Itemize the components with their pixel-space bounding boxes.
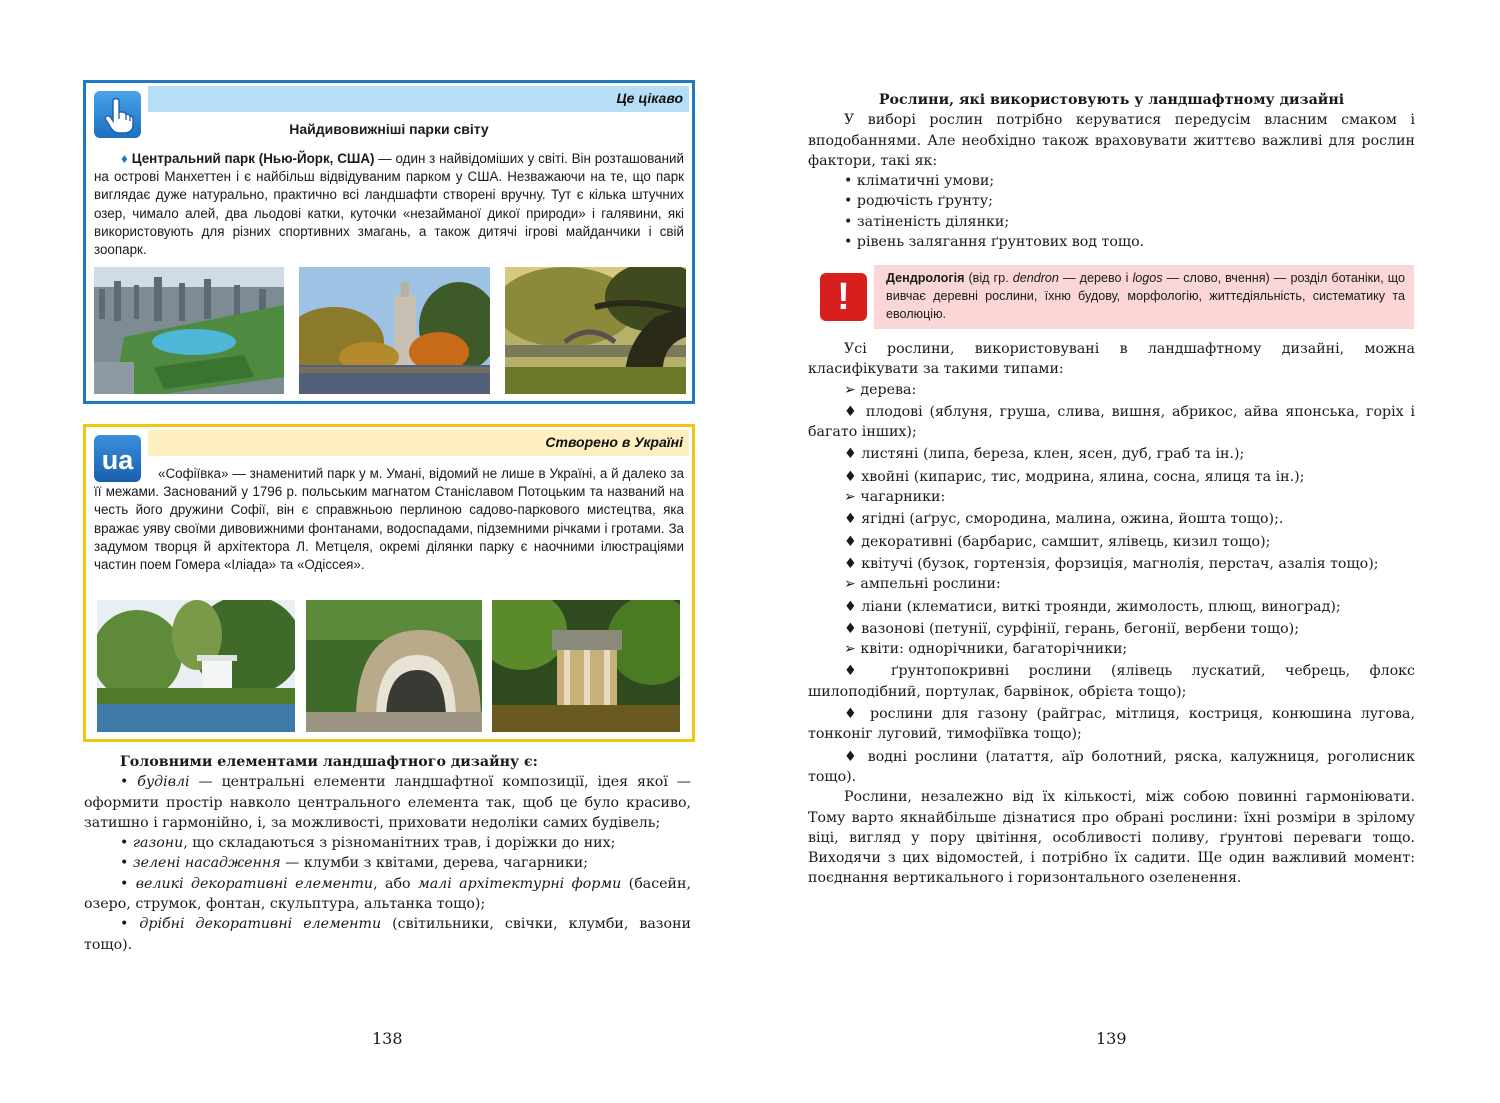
interesting-fact-box — [83, 80, 695, 404]
box-title: Найдивовижніші парки світу — [289, 121, 489, 137]
note-word: logos — [1132, 271, 1163, 285]
elements-section — [84, 752, 691, 955]
item-text: — центральні елементи ландшафтної композиції, ідея якої — оформити простір навколо центрального елемента так, щоб це було красиво, затишно і гармонійно, і, за можливості, приховати недоліки самих будівель; — [84, 774, 691, 831]
note-text: (від гр. — [964, 271, 1013, 285]
page-number: 138 — [372, 1029, 403, 1048]
note-text: — дерево і — [1058, 271, 1133, 285]
factor-item: • кліматичні умови; — [844, 173, 995, 190]
item-text: , що складаються з різноманітних трав, і доріжки до них; — [183, 835, 616, 852]
box-header: Створено в Україні — [148, 430, 689, 456]
item-term: будівлі — [137, 774, 190, 791]
plants-section — [808, 90, 1415, 252]
page-number: 139 — [1096, 1029, 1127, 1048]
type-item: ➢ квіти: однорічники, багаторічники; — [844, 641, 1128, 658]
central-park-body: — один з найвідоміших у світі. Він розташований на острові Манхеттен і є найбільш відвідуваним парком у США. Незважаючи на те, що парк виглядає дуже натурально, практично всі ландшафти створені вручну. Тут є кілька штучних озер, чимало алей, два льодові катки, куточки «незайманої дикої природи» і галявини, які використовують для різних спортивних змагань, а також дитячі ігрові майданчики і свій зоопарк. — [94, 151, 684, 258]
type-item: ➢ ампельні рослини: — [844, 576, 1001, 593]
exclamation-icon: ! — [820, 273, 867, 321]
closing-text: Рослини, незалежно від їх кількості, між собою повинні гармоніювати. Тому варто якнайбільше дізнатися про обрані рослини: їхні розміри в зрілому віці, вигляд у пору цвітіння, особливості поливу, ґрунтові переваги тощо. Виходячи з цих відомостей, і потрібно їх садити. Ще один важливий момент: поєднання вертикального і горизонтального озеленення. — [808, 789, 1415, 887]
type-item: ♦ вазонові (петунії, сурфінії, герань, бегонії, вербени тощо); — [844, 620, 1299, 637]
list-item: • газони, що складаються з різноманітних трав, і доріжки до них; — [120, 835, 616, 852]
sofiyivka-text: «Софіївка» — знаменитий парк у м. Умані, відомий не лише в Україні, а й далеко за її межами. Заснований у 1796 р. польським магнатом Станіславом Потоцьким та названий на честь його дружини Софії, він є справжньою перлиною садово-паркового мистецтва, яка вражає уяву своїми дивовижними фонтанами, водоспадами, підземними річками і гротами. За задумом творця й архітектора Л. Метцеля, окремі ділянки парку є наочними ілюстраціями частин поем Гомера «Іліада» та «Одіссея». — [94, 466, 684, 573]
sofiyivka-waterfall-photo — [492, 600, 680, 732]
type-item: ♦ ягідні (аґрус, смородина, малина, ожина, йошта тощо);. — [844, 511, 1284, 528]
list-item: • зелені насадження — клумби з квітами, дерева, чагарники; — [120, 855, 588, 872]
item-term: великі декоративні елементи — [135, 875, 374, 892]
note-word: dendron — [1012, 271, 1059, 285]
item-term: дрібні декоративні елементи — [139, 916, 382, 933]
item-text: (світильники, свічки, клумби, вазони тощо). — [84, 916, 691, 953]
type-item: ➢ дерева: — [844, 381, 917, 398]
central-park-bridge-photo — [505, 267, 686, 394]
type-item: ♦ квітучі (бузок, гортензія, форзиція, магнолія, перстач, азалія тощо); — [844, 555, 1379, 572]
list-item: • дрібні декоративні елементи (світильники, свічки, клумби, вазони тощо). — [84, 916, 691, 953]
factor-item: • родючість ґрунту; — [844, 193, 993, 210]
box-header: Це цікаво — [148, 86, 689, 112]
type-item: ♦ хвойні (кипарис, тис, модрина, ялина, сосна, ялиця та ін.); — [844, 468, 1305, 485]
sofiyivka-grotto-photo — [306, 600, 482, 732]
item-text: — клумби з квітами, дерева, чагарники; — [280, 855, 588, 872]
elements-heading: Головними елементами ландшафтного дизайну є: — [120, 754, 538, 770]
type-item: ♦ водні рослини (латаття, аїр болотний, ряска, калужниця, роголисник тощо). — [808, 748, 1415, 785]
central-park-text — [94, 150, 684, 259]
factor-item: • затіненість ділянки; — [844, 213, 1010, 230]
central-park-lead: Центральний парк (Нью-Йорк, США) — [131, 151, 375, 166]
item-term: газони — [132, 835, 184, 852]
sofiyivka-pavilion-photo — [97, 600, 295, 732]
ua-badge-icon: ua — [94, 435, 141, 482]
dendrology-note — [874, 265, 1414, 329]
classify-text: Усі рослини, використовувані в ландшафтному дизайні, можна класифікувати за такими типами: — [808, 341, 1415, 378]
made-in-ukraine-box — [83, 424, 695, 742]
type-item: ➢ чагарники: — [844, 489, 946, 506]
plants-intro: У виборі рослин потрібно керуватися передусім власним смаком і вподобаннями. Але необхідно також враховувати життєво важливі для рослин фактори, такі як: — [808, 112, 1415, 169]
type-item: ♦ ґрунтопокривні рослини (ялівець лускатий, чебрець, флокс шилоподібний, портулак, барвінок, обрієта тощо); — [808, 663, 1415, 700]
list-item: • великі декоративні елементи, або малі архітектурні форми (басейн, озеро, струмок, фонтан, скульптура, альтанка тощо); — [84, 875, 691, 913]
bullet-icon: ♦ — [121, 151, 128, 166]
type-item: ♦ плодові (яблуня, груша, слива, вишня, абрикос, айва японська, горіх і багато інших); — [808, 403, 1415, 441]
note-text: — слово, вчення) — розділ ботаніки, що вивчає деревні рослини, їхню будову, морфологію, життєдіяльність, систематику та еволюцію. — [886, 271, 1405, 321]
item-text: (басейн, озеро, струмок, фонтан, скульптура, альтанка тощо); — [84, 875, 691, 913]
type-item: ♦ декоративні (барбарис, самшит, ялівець, кизил тощо); — [844, 533, 1271, 550]
item-text: , або — [373, 875, 418, 892]
list-item: • будівлі — центральні елементи ландшафтної композиції, ідея якої — оформити простір навколо центрального елемента так, щоб це було красиво, затишно і гармонійно, і, за можливості, приховати недоліки самих будівель; — [84, 774, 691, 831]
item-term: зелені насадження — [132, 855, 281, 872]
plants-heading: Рослини, які використовують у ландшафтному дизайні — [878, 92, 1345, 108]
central-park-autumn-photo — [299, 267, 490, 394]
type-item: ♦ ліани (клематиси, виткі троянди, жимолость, плющ, виноград); — [844, 598, 1341, 615]
plant-types-section — [808, 339, 1415, 889]
type-item: ♦ рослини для газону (райграс, мітлиця, костриця, конюшина лугова, тонконіг луговий, тимофіївка тощо); — [808, 706, 1415, 743]
note-term: Дендрологія — [886, 271, 965, 285]
central-park-aerial-photo — [94, 267, 284, 394]
item-term: малі архітектурні форми — [417, 875, 622, 892]
factor-item: • рівень залягання ґрунтових вод тощо. — [844, 234, 1145, 251]
type-item: ♦ листяні (липа, береза, клен, ясен, дуб, граб та ін.); — [844, 446, 1245, 463]
